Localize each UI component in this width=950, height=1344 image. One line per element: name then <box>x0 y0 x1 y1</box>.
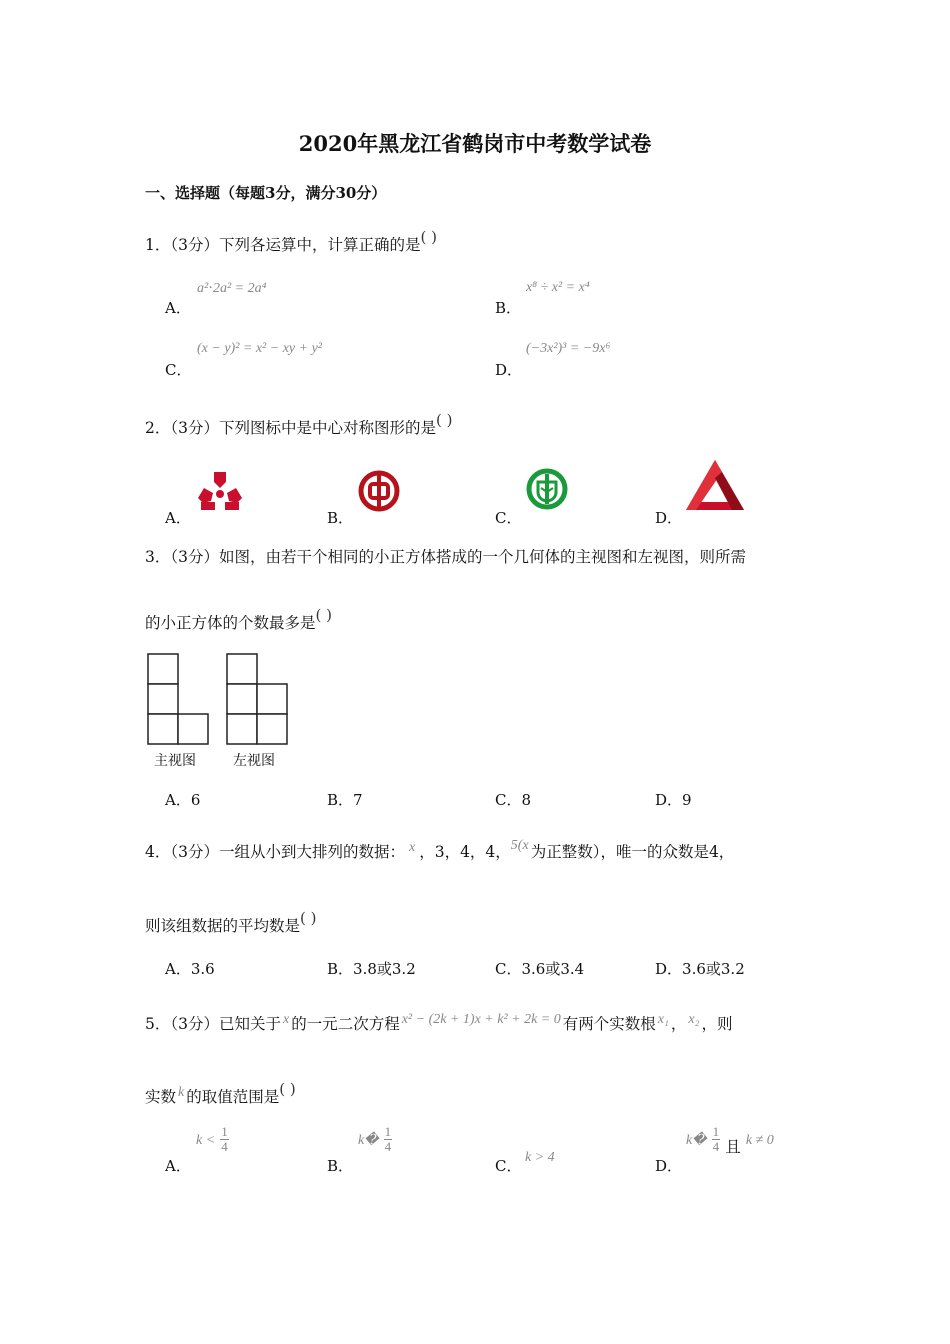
q5-option-b: B． <box>327 1157 354 1175</box>
q3-option-d: D．9 <box>655 791 692 809</box>
q1-option-c: C． <box>165 361 192 379</box>
q5-option-b-expr: k� $\frac{1}{4}$ <box>358 1124 392 1154</box>
q5-option-d: D． <box>655 1157 683 1175</box>
q2-option-a: A． <box>165 509 191 527</box>
q1-option-a-expr: a²⋅2a² = 2a⁴ <box>197 281 267 296</box>
q5-option-c-expr: k > 4 <box>525 1150 555 1165</box>
logo-d-icon <box>684 458 746 512</box>
q1-option-d: D． <box>495 361 523 379</box>
q5-option-a-expr: k < $\frac{1}{4}$ <box>196 1124 228 1154</box>
logo-a-icon <box>196 470 244 512</box>
q2-option-b: B． <box>327 509 354 527</box>
left-view-label: 左视图 <box>233 753 275 769</box>
q5-option-d-expr: k� $\frac{1}{4}$ 且 k ≠ 0 <box>686 1124 774 1156</box>
q3-stem-line1: 3．（3分）如图，由若干个相同的小正方体搭成的一个几何体的主视图和左视图，则所需 <box>145 548 746 566</box>
front-view-label: 主视图 <box>154 753 196 769</box>
q1-option-a: A． <box>165 299 191 317</box>
q4-option-c: C．3.6或3.4 <box>495 960 585 978</box>
logo-b-icon <box>358 470 400 512</box>
q5-option-a: A． <box>165 1157 191 1175</box>
q5-stem-line1: 5．（3分）已知关于 x 的一元二次方程 x² − (2k + 1)x + k² + 2k = 0 有两个实数根 x₁ ， x₂ ，则 <box>145 1012 733 1033</box>
q3-option-c: C．8 <box>495 791 532 809</box>
q1-option-b-expr: x⁸ ÷ x² = x⁴ <box>526 280 590 295</box>
q1-option-b: B． <box>495 299 522 317</box>
q3-stem-line2: 的小正方体的个数最多是( ) <box>145 606 332 632</box>
q2-option-c: C． <box>495 509 522 527</box>
front-view-figure <box>146 652 210 746</box>
q1-option-c-expr: (x − y)² = x² − xy + y² <box>197 341 322 356</box>
q5-stem-line2: 实数 k 的取值范围是( ) <box>145 1080 296 1106</box>
q3-option-b: B．7 <box>327 791 363 809</box>
q4-option-b: B．3.8或3.2 <box>327 960 416 978</box>
q3-option-a: A．6 <box>165 791 201 809</box>
q4-option-a: A．3.6 <box>165 960 215 978</box>
left-view-figure <box>225 652 289 746</box>
q5-option-c: C． <box>495 1157 522 1175</box>
q2-option-d: D． <box>655 509 683 527</box>
logo-c-icon <box>526 468 568 510</box>
section-heading: 一、选择题（每题3分，满分30分） <box>145 184 387 202</box>
q4-option-d: D．3.6或3.2 <box>655 960 745 978</box>
paper-title: 2020年黑龙江省鹤岗市中考数学试卷 <box>298 131 652 156</box>
q4-stem-line2: 则该组数据的平均数是( ) <box>145 909 317 935</box>
q2-stem: 2．（3分）下列图标中是中心对称图形的是( ) <box>145 411 453 437</box>
q1-option-d-expr: (−3x²)³ = −9x⁶ <box>526 341 611 356</box>
q1-stem: 1．（3分）下列各运算中，计算正确的是( ) <box>145 228 437 254</box>
q4-stem-line1: 4．（3分）一组从小到大排列的数据： x ，3，4，4，5(x 为正整数），唯一的众数是4， <box>145 838 735 861</box>
